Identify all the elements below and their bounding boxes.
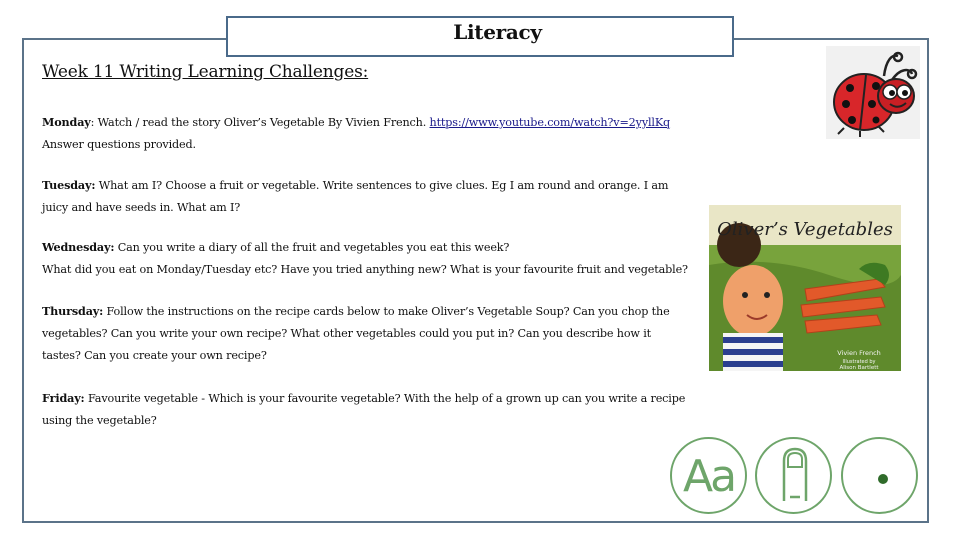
wednesday-text: Can you write a diary of all the fruit and vegetables you eat this week? [114,241,510,254]
tuesday-challenge [42,174,690,219]
youtube-link[interactable]: https://www.youtube.com/watch?v=2yyllKq [429,116,671,129]
day-label-thursday: Thursday: [42,304,104,318]
tuesday-text: What am I? Choose a fruit or vegetable. Write sentences to give clues. Eg I am round and orange. I am juicy and have seeds in. What am I? [42,179,669,214]
monday-text: : Watch / read the story Oliver’s Vegetable By Vivien French. [90,116,430,129]
book-cover-illustrated-by: Illustrated by [842,359,876,365]
day-label-friday: Friday: [42,391,85,405]
thursday-challenge [42,300,690,367]
ladybug-image [826,46,920,139]
friday-challenge [42,387,690,432]
wednesday-text-2: What did you eat on Monday/Tuesday etc? Have you tried anything new? What is your favourite fruit and vegetable? [42,263,688,276]
book-cover-title: Oliver’s Vegetables [717,219,893,240]
book-cover-illustrator: Alison Bartlett [839,365,879,371]
day-label-monday: Monday [42,115,91,129]
thursday-text: Follow the instructions on the recipe cards below to make Oliver’s Vegetable Soup? Can you chop the vegetables? Can you write your own recipe? What other vegetables could you put in? Can you describe how it tastes? Can you create your own recipe? [42,305,670,362]
section-heading: Week 11 Writing Learning Challenges: [42,62,369,82]
wednesday-challenge [42,236,690,281]
aa-label: Aa [682,451,735,502]
finger-space-icon [755,437,832,514]
book-cover-author: Vivien French [837,349,881,357]
page-title: Literacy [453,20,542,44]
letters-aa-icon [670,437,747,514]
friday-text: Favourite vegetable - Which is your favourite vegetable? With the help of a grown up can you write a recipe using the vegetable? [42,392,686,427]
day-label-tuesday: Tuesday: [42,178,96,192]
monday-text-2: Answer questions provided. [42,138,196,151]
book-cover-image [709,205,901,371]
monday-challenge [42,111,690,156]
full-stop-icon [841,437,918,514]
day-label-wednesday: Wednesday: [42,240,115,254]
